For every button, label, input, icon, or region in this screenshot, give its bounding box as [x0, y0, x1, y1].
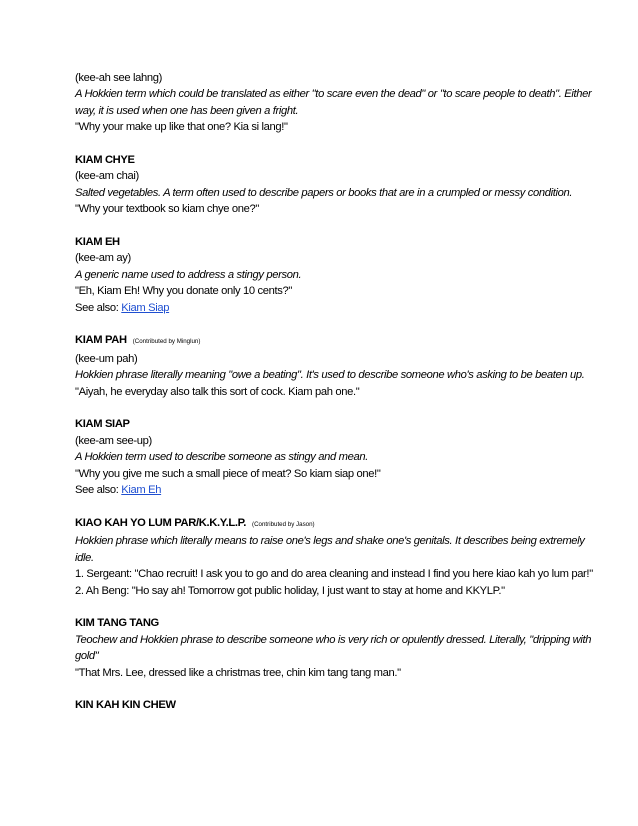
pronunciation: (kee-um pah)	[75, 352, 138, 365]
example: "Eh, Kiam Eh! Why you donate only 10 cents?"	[75, 285, 293, 298]
term-heading: KIAM CHYE	[75, 154, 135, 167]
meaning: Salted vegetables. A term often used to describe papers or books that are in a crumpled or messy condition.	[75, 186, 573, 199]
term-heading-row	[75, 332, 598, 350]
pronunciation: (kee-ah see lahng)	[75, 72, 162, 84]
see-also	[75, 300, 598, 316]
see-also-label: See also:	[75, 484, 122, 497]
entry-kim-tang-tang	[75, 615, 598, 681]
see-also-link-kiam-eh[interactable]: Kiam Eh	[121, 484, 162, 497]
meaning: Teochew and Hokkien phrase to describe someone who is very rich or opulently dressed. Literally, "dripping with gold"	[75, 633, 592, 663]
entry-kiam-siap	[75, 416, 598, 498]
term-heading-row	[75, 515, 598, 533]
entry-kiam-pah	[75, 332, 598, 400]
entry-kin-kah-kin-chew	[75, 697, 598, 713]
term-heading: KIAM EH	[75, 236, 120, 249]
entry-kkylp	[75, 515, 598, 599]
term-heading: KIAM SIAP	[75, 418, 130, 431]
meaning: Hokkien phrase literally meaning "owe a beating". It's used to describe someone who's asking to be beaten up.	[75, 369, 585, 382]
meaning: A generic name used to address a stingy person.	[75, 268, 302, 281]
example: 2. Ah Beng: "Ho say ah! Tomorrow got public holiday, I just want to stay at home and KKYLP."	[75, 584, 505, 597]
example: "Why you give me such a small piece of meat? So kiam siap one!"	[75, 467, 381, 480]
pronunciation: (kee-am chai)	[75, 170, 139, 183]
see-also	[75, 482, 598, 498]
example: "Why your textbook so kiam chye one?"	[75, 203, 260, 216]
example: "That Mrs. Lee, dressed like a christmas tree, chin kim tang tang man."	[75, 666, 401, 679]
example: "Why your make up like that one? Kia si lang!"	[75, 121, 288, 134]
entry-kiam-eh	[75, 234, 598, 316]
contributor-note: (Contributed by Jason)	[252, 520, 315, 528]
term-heading: KIN KAH KIN CHEW	[75, 699, 176, 712]
example: "Aiyah, he everyday also talk this sort of cock. Kiam pah one."	[75, 385, 360, 398]
see-also-link-kiam-siap[interactable]: Kiam Siap	[121, 301, 170, 314]
meaning: A Hokkien term used to describe someone as stingy and mean.	[75, 451, 368, 464]
term-heading: KIAM PAH	[75, 334, 127, 347]
example: 1. Sergeant: "Chao recruit! I ask you to go and do area cleaning and instead I find you here kiao kah yo lum par!"	[75, 568, 593, 581]
meaning: Hokkien phrase which literally means to raise one's legs and shake one's genitals. It describes being extremely idle.	[75, 535, 585, 564]
meaning: A Hokkien term which could be translated as either "to scare even the dead" or "to scare people to death". Either way, it is used when one has been given a fright.	[75, 88, 592, 117]
entry-kia-si-lang	[75, 70, 598, 136]
pronunciation: (kee-am ay)	[75, 252, 131, 265]
term-heading: KIAO KAH YO LUM PAR/K.K.Y.L.P.	[75, 516, 247, 529]
term-heading: KIM TANG TANG	[75, 617, 159, 630]
entry-kiam-chye	[75, 152, 598, 218]
pronunciation: (kee-am see-up)	[75, 434, 152, 447]
contributor-note: (Contributed by Minglun)	[132, 338, 201, 346]
see-also-label: See also:	[75, 301, 122, 314]
